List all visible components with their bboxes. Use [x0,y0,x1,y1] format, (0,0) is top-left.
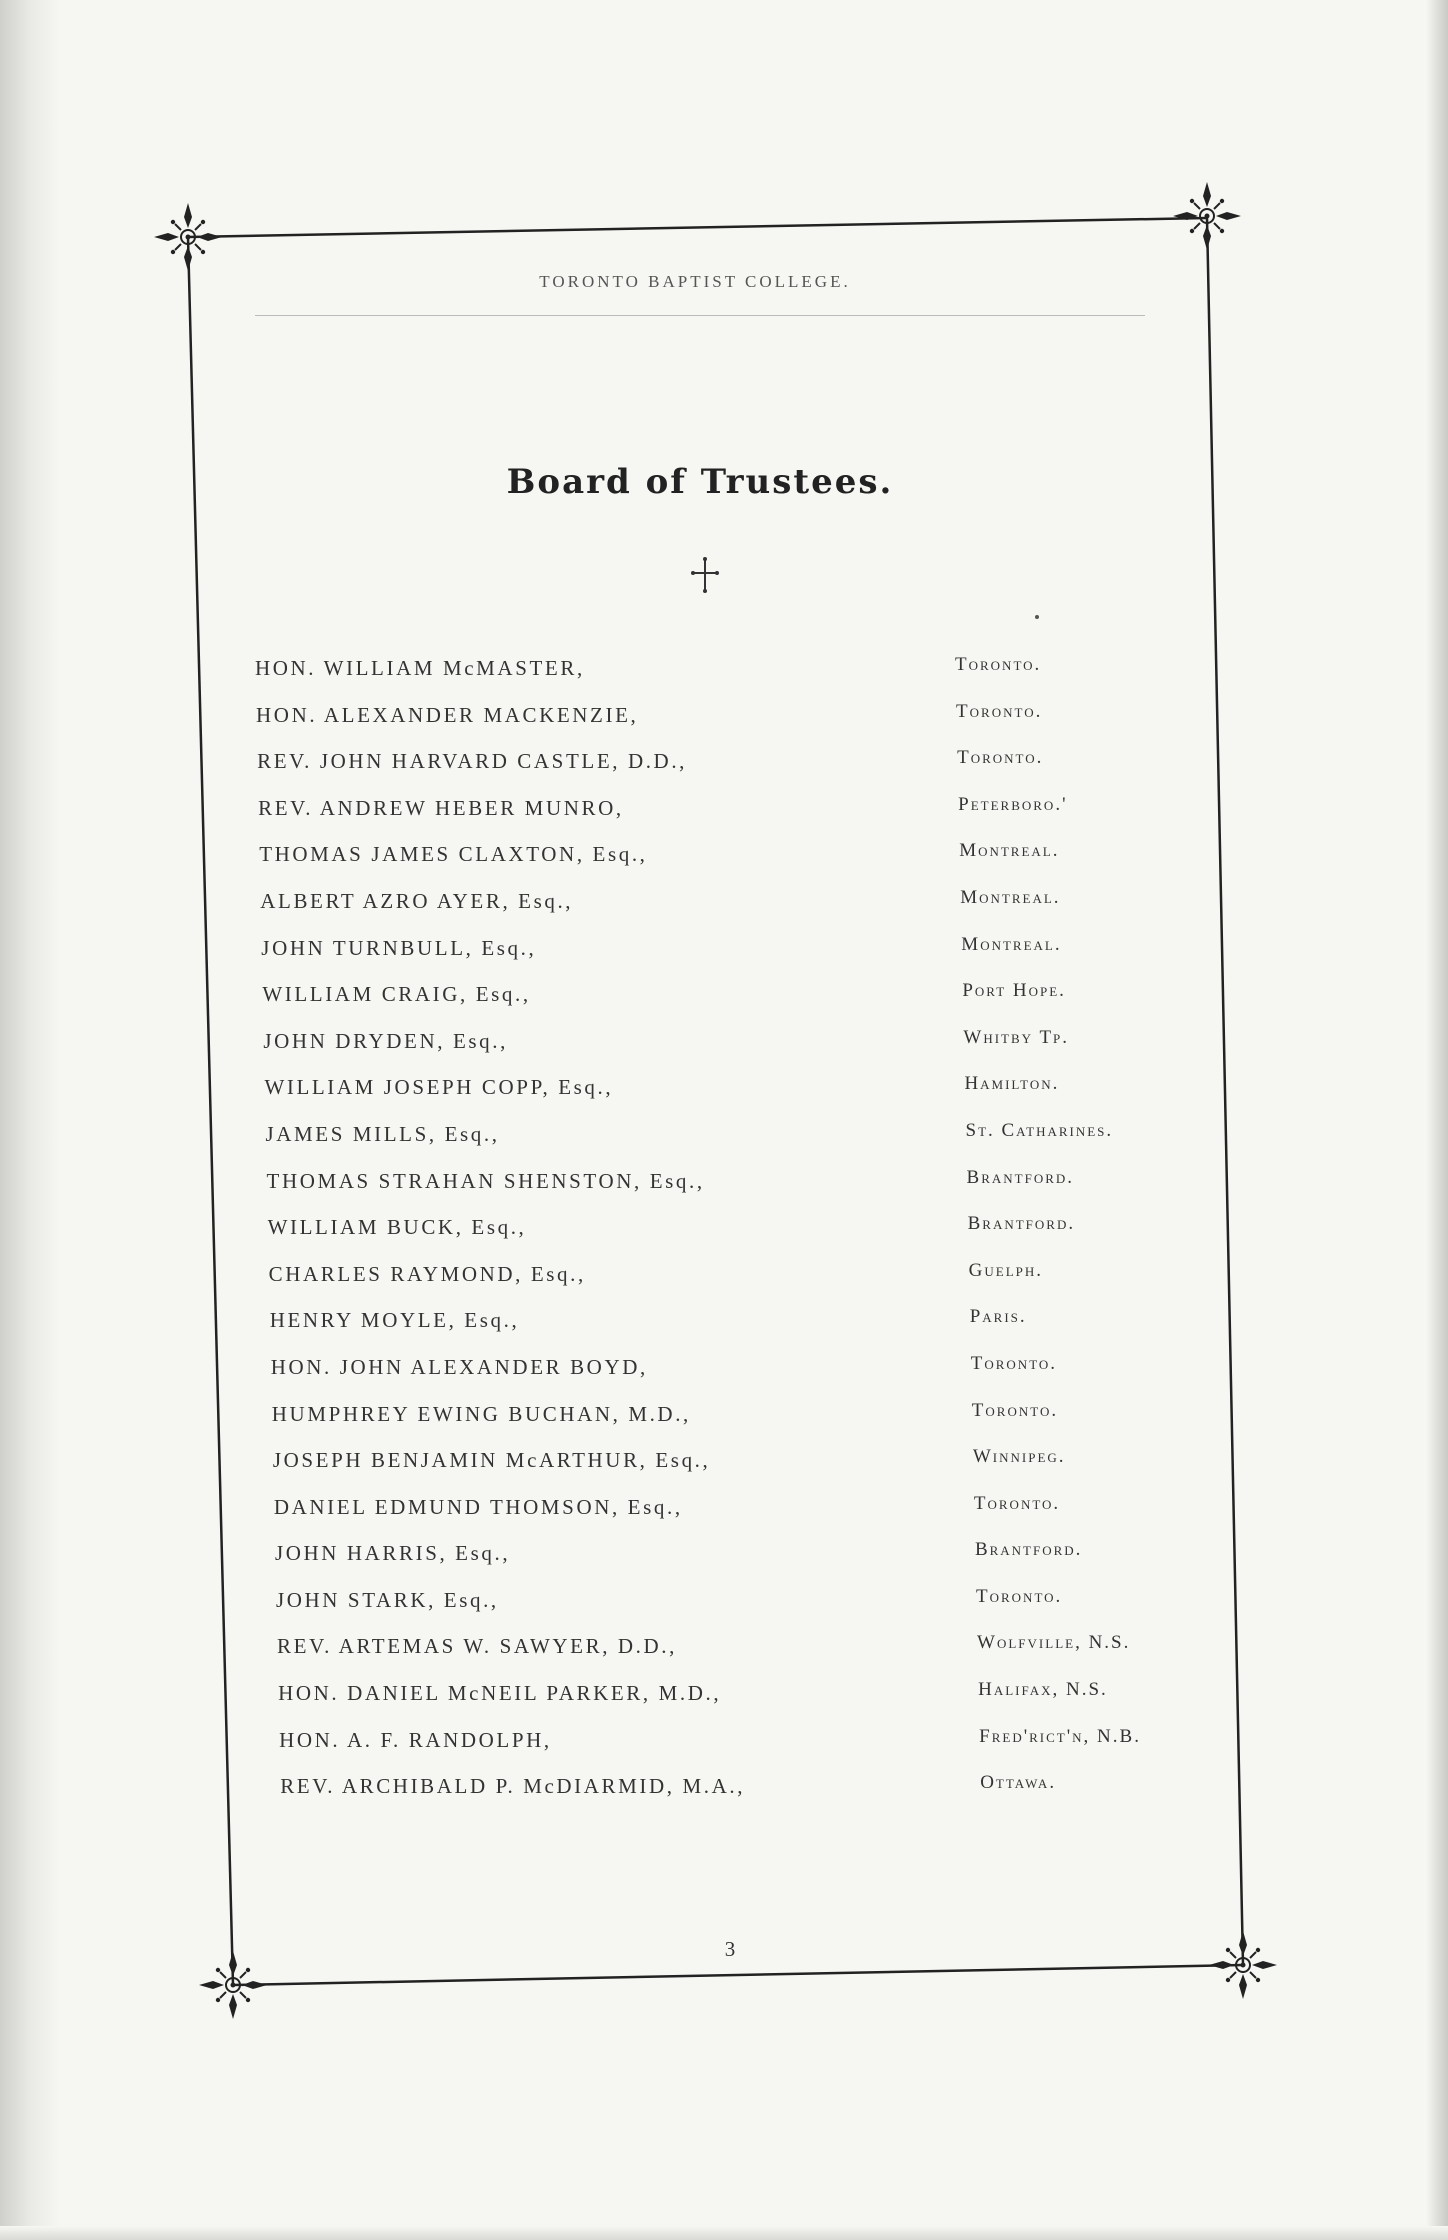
trustee-place: St. Catharines. [965,1119,1114,1141]
trustee-row [277,1626,1185,1673]
page-title: Board of Trustees. [506,462,894,502]
corner-ornament-top-right [1173,182,1241,250]
stray-mark [1035,615,1039,619]
trustee-name: WILLIAM CRAIG, Esq., [262,982,531,1007]
trustee-place: Winnipeg. [972,1446,1066,1468]
trustee-row [274,1487,1185,1534]
trustee-name: HON. A. F. RANDOLPH, [279,1727,552,1752]
trustee-place: Brantford. [966,1166,1075,1188]
trustee-row [271,1347,1185,1394]
trustee-name: HUMPHREY EWING BUCHAN, M.D., [271,1401,691,1426]
cross-ornament-icon [685,555,725,595]
trustee-place: Hamilton. [964,1073,1060,1095]
trustee-row [269,1254,1185,1301]
trustee-row [255,648,1185,695]
trustee-name: JOHN TURNBULL, Esq., [261,935,537,960]
trustee-name: JOHN DRYDEN, Esq., [263,1028,508,1053]
trustee-name: JOHN STARK, Esq., [276,1587,499,1612]
trustee-name: THOMAS STRAHAN SHENSTON, Esq., [266,1168,705,1193]
trustee-place: Wolfville, N.S. [977,1632,1131,1654]
trustee-row [257,741,1185,788]
trustee-place: Montreal. [959,840,1060,862]
trustee-name: REV. JOHN HARVARD CASTLE, D.D., [257,749,688,774]
trustee-row [256,695,1185,742]
trustee-place: Toronto. [973,1492,1061,1514]
corner-ornament-bottom-left [199,1951,267,2019]
trustee-name: THOMAS JAMES CLAXTON, Esq., [259,842,648,867]
trustee-place: Paris. [969,1306,1027,1328]
trustee-place: Montreal. [960,886,1061,908]
trustee-row [268,1207,1185,1254]
trustee-place: Ottawa. [980,1772,1057,1794]
trustee-name: WILLIAM BUCK, Esq., [267,1215,527,1240]
trustee-name: JOHN HARRIS, Esq., [274,1541,511,1566]
trustee-name: REV. ARCHIBALD P. McDIARMID, M.A., [280,1774,746,1799]
corner-ornament-top-left [154,203,222,271]
trustee-name: ALBERT AZRO AYER, Esq., [260,888,574,913]
trustee-row [264,1067,1185,1114]
trustee-row [261,928,1185,975]
trustee-name: DANIEL EDMUND THOMSON, Esq., [273,1494,683,1519]
trustee-name: HON. ALEXANDER MACKENZIE, [256,702,639,727]
trustee-name: WILLIAM JOSEPH COPP, Esq., [264,1075,614,1100]
trustee-name: HON. JOHN ALEXANDER BOYD, [270,1354,648,1379]
trustee-place: Toronto. [971,1399,1059,1421]
trustee-place: Port Hope. [962,980,1066,1002]
trustee-place: Fred'rict'n, N.B. [979,1725,1141,1747]
header-rule [255,315,1145,316]
trustee-row [280,1766,1185,1813]
trustee-row [258,788,1185,835]
trustee-place: Toronto. [955,654,1042,675]
trustee-row [279,1720,1185,1767]
trustee-place: Toronto. [976,1585,1063,1607]
trustee-name: HENRY MOYLE, Esq., [269,1308,520,1333]
page-number: 3 [724,1937,736,1961]
trustee-name: HON. DANIEL McNEIL PARKER, M.D., [278,1681,722,1706]
trustee-row [266,1114,1186,1161]
trustee-name: REV. ARTEMAS W. SAWYER, D.D., [277,1634,677,1659]
trustee-place: Montreal. [961,933,1062,955]
trustee-row [262,974,1185,1021]
trustee-row [278,1673,1185,1720]
trustee-name: JAMES MILLS, Esq., [265,1121,500,1146]
trustee-name: HON. WILLIAM McMASTER, [255,656,585,680]
trustee-place: Toronto. [970,1352,1058,1374]
trustee-place: Guelph. [968,1259,1043,1281]
trustee-name: CHARLES RAYMOND, Esq., [268,1261,586,1286]
trustee-row [275,1533,1185,1580]
trustee-place: Whitby Tp. [963,1026,1070,1048]
trustee-row [272,1394,1185,1441]
trustee-place: Toronto. [957,747,1044,769]
trustee-place: Brantford. [967,1213,1076,1235]
trustee-row [270,1300,1185,1347]
trustee-place: Peterboro.' [958,793,1068,815]
trustee-row [276,1580,1185,1627]
trustee-name: JOSEPH BENJAMIN McARTHUR, Esq., [272,1448,711,1473]
trustee-place: Brantford. [974,1539,1083,1561]
trustee-row [273,1440,1185,1487]
running-head: TORONTO BAPTIST COLLEGE. [539,272,851,291]
trustee-row [263,1021,1185,1068]
trustee-row [259,834,1185,881]
trustee-name: REV. ANDREW HEBER MUNRO, [258,795,624,820]
trustee-row [260,881,1185,928]
trustee-place: Halifax, N.S. [978,1679,1108,1701]
trustee-place: Toronto. [956,700,1043,722]
trustee-row [267,1161,1185,1208]
corner-ornament-bottom-right [1209,1931,1277,1999]
trustee-list [255,648,1185,1813]
